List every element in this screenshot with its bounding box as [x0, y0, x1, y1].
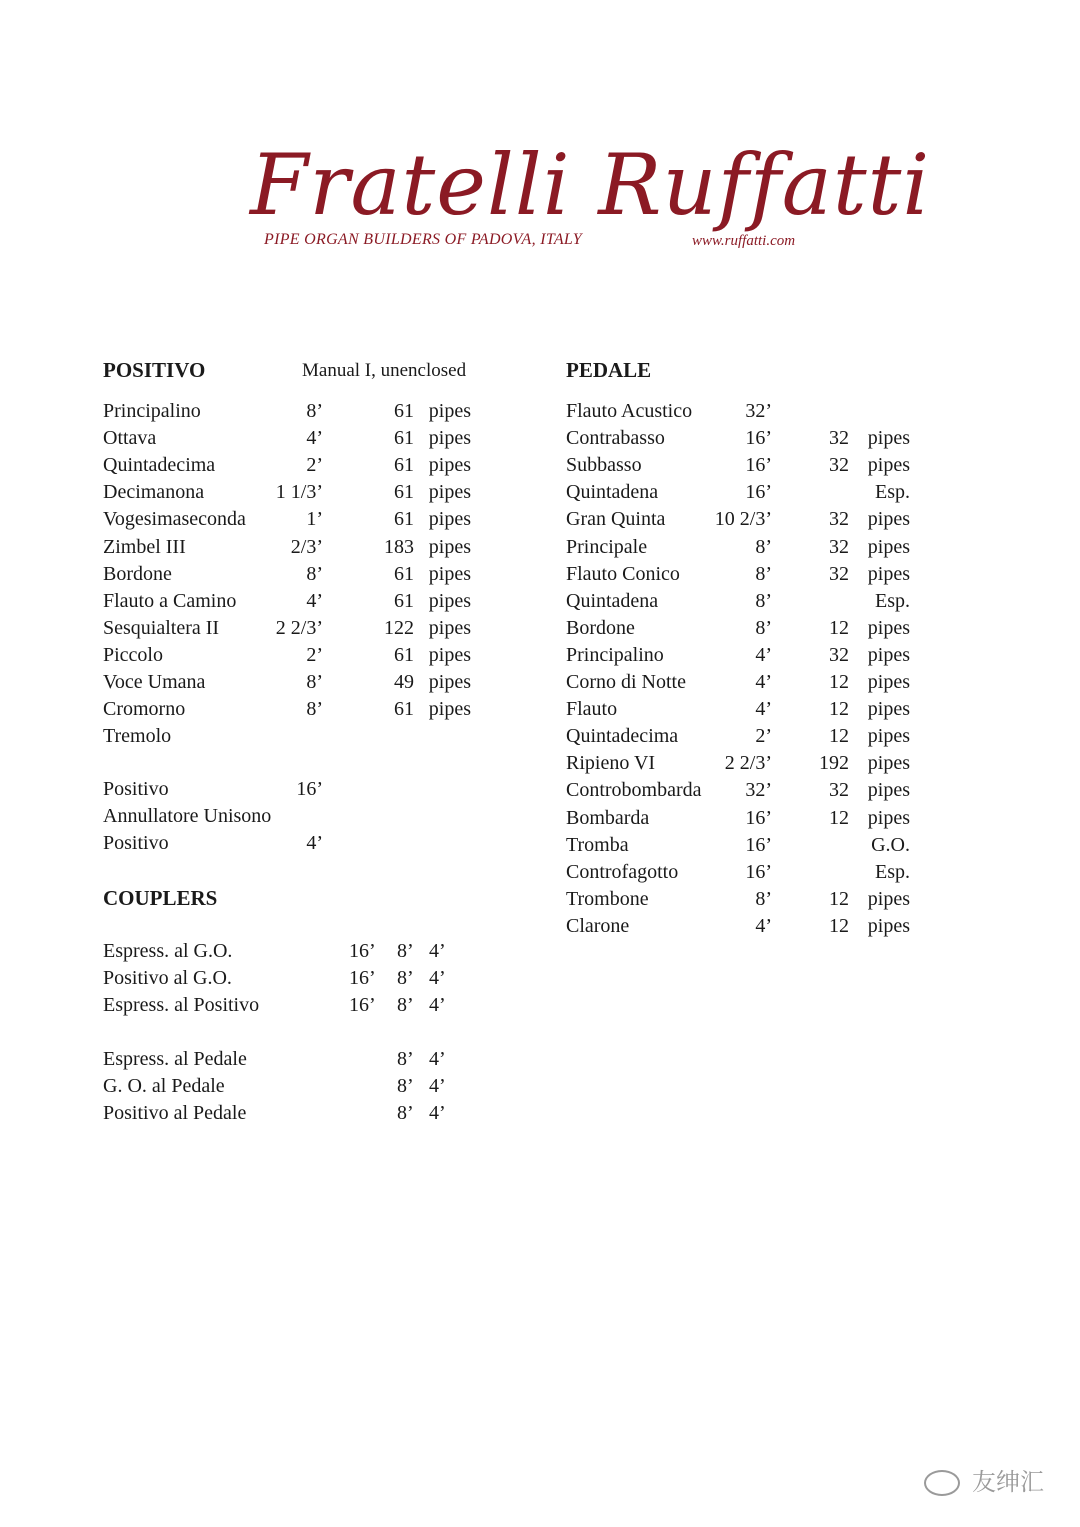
stop-pitch: 32’	[745, 400, 772, 422]
pipe-count: 12	[829, 806, 849, 829]
pipe-count: 32	[829, 508, 849, 531]
pipe-unit: pipes	[867, 616, 910, 639]
pipe-count: 32	[829, 535, 849, 558]
stop-pitch: 16’	[745, 454, 772, 477]
stop-name: Quintadena	[566, 589, 659, 612]
stop-pitch: 16’	[745, 806, 772, 829]
pipe-count: 12	[829, 671, 849, 693]
stop-row	[103, 725, 483, 752]
stop-row	[103, 508, 483, 535]
stop-row	[103, 805, 483, 832]
stop-name: Flauto Acustico	[566, 400, 693, 422]
stop-row	[103, 671, 483, 698]
pipe-unit: pipes	[428, 643, 471, 666]
pipe-count: 61	[394, 643, 414, 666]
pipe-unit: pipes	[867, 914, 910, 937]
coupler-pitch: 16’	[349, 967, 376, 990]
pipe-unit: pipes	[867, 806, 910, 829]
stop-name: Bordone	[103, 562, 172, 585]
stop-row	[566, 779, 926, 806]
stop-pitch: 8’	[306, 562, 323, 585]
stop-name: Clarone	[566, 914, 630, 937]
stop-row	[103, 563, 483, 590]
watermark	[924, 1462, 1044, 1497]
stop-pitch: 8’	[755, 562, 772, 585]
pipe-count: 12	[829, 887, 849, 910]
couplers-title: COUPLERS	[103, 886, 218, 910]
pipe-count: 61	[394, 589, 414, 612]
pipe-unit: G.O.	[871, 833, 910, 856]
stop-name: Principale	[566, 535, 648, 558]
coupler-pitch: 8’	[397, 994, 414, 1017]
pipe-count: 192	[819, 752, 849, 775]
stop-name: Gran Quinta	[566, 508, 666, 531]
stop-row	[103, 454, 483, 481]
pipe-count: 61	[394, 400, 414, 422]
pipe-count: 61	[394, 508, 414, 531]
stop-pitch: 1 1/3’	[275, 481, 323, 504]
stop-pitch: 1’	[306, 508, 323, 531]
pipe-count: 32	[829, 454, 849, 477]
stop-name: Controfagotto	[566, 860, 679, 883]
stop-name: Subbasso	[566, 454, 642, 477]
stop-pitch: 16’	[745, 427, 772, 450]
stop-name: Vogesimaseconda	[103, 508, 246, 531]
pipe-count: 12	[829, 725, 849, 748]
stop-name: Sesquialtera II	[103, 616, 220, 639]
stop-row	[103, 427, 483, 454]
stop-name: Ripieno VI	[566, 752, 656, 775]
pipe-count: 12	[829, 616, 849, 639]
stop-row	[566, 725, 926, 752]
pipe-count: 32	[829, 779, 849, 802]
pipe-unit: pipes	[428, 535, 471, 558]
coupler-row	[103, 1075, 483, 1102]
coupler-pitch: 16’	[349, 994, 376, 1017]
stop-name: Bordone	[566, 616, 635, 639]
pipe-unit: pipes	[867, 508, 910, 531]
stop-pitch: 4’	[755, 643, 772, 666]
stop-pitch: 2/3’	[290, 535, 323, 558]
pipe-count: 49	[394, 671, 414, 693]
stop-row	[566, 617, 926, 644]
stop-row	[103, 698, 483, 725]
stop-row	[103, 590, 483, 617]
pipe-unit: pipes	[867, 535, 910, 558]
coupler-pitch: 8’	[397, 940, 414, 962]
pipe-unit: pipes	[428, 400, 471, 422]
stop-name: Ottava	[103, 427, 157, 450]
stop-name: Zimbel III	[103, 535, 186, 558]
pipe-unit: pipes	[428, 481, 471, 504]
coupler-name: Espress. al Positivo	[103, 994, 260, 1017]
logo-url: www.ruffatti.com	[692, 233, 796, 249]
positivo-title: POSITIVO	[103, 358, 206, 382]
stop-pitch: 2’	[306, 454, 323, 477]
stop-row	[103, 400, 483, 427]
coupler-row	[103, 1102, 483, 1129]
pipe-unit: pipes	[428, 508, 471, 531]
pipe-unit: pipes	[867, 562, 910, 585]
watermark-text: 友绅汇	[972, 1468, 1044, 1496]
stop-pitch: 8’	[755, 589, 772, 612]
pipe-unit: pipes	[428, 454, 471, 477]
stop-row	[566, 698, 926, 725]
coupler-pitch: 4’	[429, 967, 446, 990]
stop-name: Trombone	[566, 887, 649, 910]
stop-row	[566, 481, 926, 508]
coupler-pitch: 8’	[397, 1075, 414, 1098]
stop-row	[103, 644, 483, 671]
stop-pitch: 2 2/3’	[275, 616, 323, 639]
stop-row	[103, 481, 483, 508]
stop-pitch: 16’	[296, 778, 323, 800]
pipe-unit: Esp.	[875, 589, 910, 612]
pipe-unit: pipes	[867, 671, 910, 693]
stop-row	[103, 832, 483, 859]
coupler-name: Positivo al G.O.	[103, 967, 232, 990]
stop-pitch: 4’	[755, 698, 772, 721]
pipe-unit: pipes	[867, 725, 910, 748]
stop-name: Quintadena	[566, 481, 659, 504]
pipe-unit: Esp.	[875, 481, 910, 504]
stop-name: Bombarda	[566, 806, 650, 829]
coupler-name: Positivo al Pedale	[103, 1102, 247, 1125]
coupler-name: Espress. al Pedale	[103, 1048, 247, 1070]
pipe-count: 61	[394, 427, 414, 450]
stop-pitch: 2’	[755, 725, 772, 748]
stop-pitch: 10 2/3’	[714, 508, 772, 531]
stop-name: Quintadecima	[566, 725, 679, 748]
stop-pitch: 16’	[745, 860, 772, 883]
stop-pitch: 2 2/3’	[724, 752, 772, 775]
stop-row	[566, 508, 926, 535]
pipe-count: 122	[384, 616, 414, 639]
coupler-pitch: 4’	[429, 994, 446, 1017]
pipe-count: 183	[384, 535, 414, 558]
stop-pitch: 32’	[745, 779, 772, 802]
pipe-count: 61	[394, 481, 414, 504]
coupler-pitch: 8’	[397, 967, 414, 990]
pipe-unit: pipes	[428, 562, 471, 585]
stop-name: Tromba	[566, 833, 629, 856]
stop-name: Cromorno	[103, 698, 186, 721]
stop-pitch: 8’	[306, 400, 323, 422]
stop-name: Flauto a Camino	[103, 589, 237, 612]
pipe-unit: pipes	[428, 671, 471, 693]
stop-pitch: 8’	[306, 698, 323, 721]
stop-pitch: 8’	[755, 887, 772, 910]
coupler-pitch: 8’	[397, 1048, 414, 1070]
pipe-count: 12	[829, 914, 849, 937]
stop-row	[566, 752, 926, 779]
stop-pitch: 4’	[306, 832, 323, 855]
coupler-pitch: 4’	[429, 940, 446, 962]
pipe-count: 61	[394, 562, 414, 585]
pipe-count: 32	[829, 562, 849, 585]
pipe-count: 12	[829, 698, 849, 721]
stop-row	[566, 834, 926, 861]
coupler-name: Espress. al G.O.	[103, 940, 233, 962]
stop-name: Contrabasso	[566, 427, 665, 450]
coupler-pitch: 4’	[429, 1075, 446, 1098]
stop-name: Positivo	[103, 832, 169, 855]
coupler-row	[103, 994, 483, 1021]
positivo-subtitle: Manual I, unenclosed	[302, 360, 467, 381]
pipe-unit: pipes	[867, 887, 910, 910]
pipe-unit: pipes	[867, 643, 910, 666]
stop-name: Controbombarda	[566, 779, 702, 802]
logo-tagline: PIPE ORGAN BUILDERS OF PADOVA, ITALY	[264, 231, 583, 248]
pedale-title: PEDALE	[566, 358, 652, 382]
stop-row	[566, 590, 926, 617]
stop-name: Annullatore Unisono	[103, 805, 272, 828]
stop-row	[566, 400, 926, 427]
stop-row	[103, 617, 483, 644]
stop-pitch: 16’	[745, 481, 772, 504]
stop-name: Corno di Notte	[566, 671, 686, 693]
logo-header	[250, 125, 931, 265]
pipe-count: 61	[394, 454, 414, 477]
stop-row	[566, 671, 926, 698]
stop-row	[103, 778, 483, 805]
stop-row	[566, 427, 926, 454]
pipe-unit: pipes	[867, 698, 910, 721]
pipe-unit: pipes	[867, 454, 910, 477]
stop-pitch: 16’	[745, 833, 772, 856]
stop-name: Flauto Conico	[566, 562, 680, 585]
stop-row	[566, 888, 926, 915]
coupler-pitch: 8’	[397, 1102, 414, 1125]
stop-name: Principalino	[566, 643, 664, 666]
stop-row	[566, 454, 926, 481]
stop-name: Quintadecima	[103, 454, 216, 477]
stop-name: Flauto	[566, 698, 618, 721]
coupler-row	[103, 1048, 483, 1075]
pipe-unit: pipes	[867, 427, 910, 450]
stop-pitch: 8’	[755, 535, 772, 558]
coupler-row	[103, 967, 483, 994]
pipe-count: 32	[829, 427, 849, 450]
pipe-unit: pipes	[428, 698, 471, 721]
stop-pitch: 4’	[755, 671, 772, 693]
coupler-pitch: 4’	[429, 1102, 446, 1125]
pipe-count: 32	[829, 643, 849, 666]
pipe-unit: pipes	[867, 779, 910, 802]
stop-pitch: 4’	[306, 589, 323, 612]
stop-row	[566, 644, 926, 671]
pipe-unit: pipes	[428, 616, 471, 639]
coupler-pitch: 4’	[429, 1048, 446, 1070]
stop-row	[566, 915, 926, 942]
stop-name: Positivo	[103, 778, 169, 800]
stop-row	[566, 807, 926, 834]
stop-pitch: 2’	[306, 643, 323, 666]
wechat-icon	[924, 1470, 960, 1496]
stop-name: Principalino	[103, 400, 201, 422]
stop-pitch: 8’	[755, 616, 772, 639]
stop-name: Piccolo	[103, 643, 163, 666]
stop-pitch: 4’	[306, 427, 323, 450]
coupler-row	[103, 940, 483, 967]
stop-row	[566, 861, 926, 888]
stop-row	[566, 563, 926, 590]
logo-script-text: Fratelli Ruffatti	[250, 136, 931, 234]
pipe-unit: pipes	[428, 427, 471, 450]
stop-row	[566, 536, 926, 563]
stop-name: Tremolo	[103, 725, 172, 748]
pipe-unit: pipes	[867, 752, 910, 775]
stop-pitch: 8’	[306, 671, 323, 693]
stop-name: Decimanona	[103, 481, 205, 504]
pipe-unit: pipes	[428, 589, 471, 612]
coupler-name: G. O. al Pedale	[103, 1075, 225, 1098]
stop-pitch: 4’	[755, 914, 772, 937]
stop-name: Voce Umana	[103, 671, 206, 693]
pipe-count: 61	[394, 698, 414, 721]
stop-row	[103, 536, 483, 563]
coupler-pitch: 16’	[349, 940, 376, 962]
pipe-unit: Esp.	[875, 860, 910, 883]
